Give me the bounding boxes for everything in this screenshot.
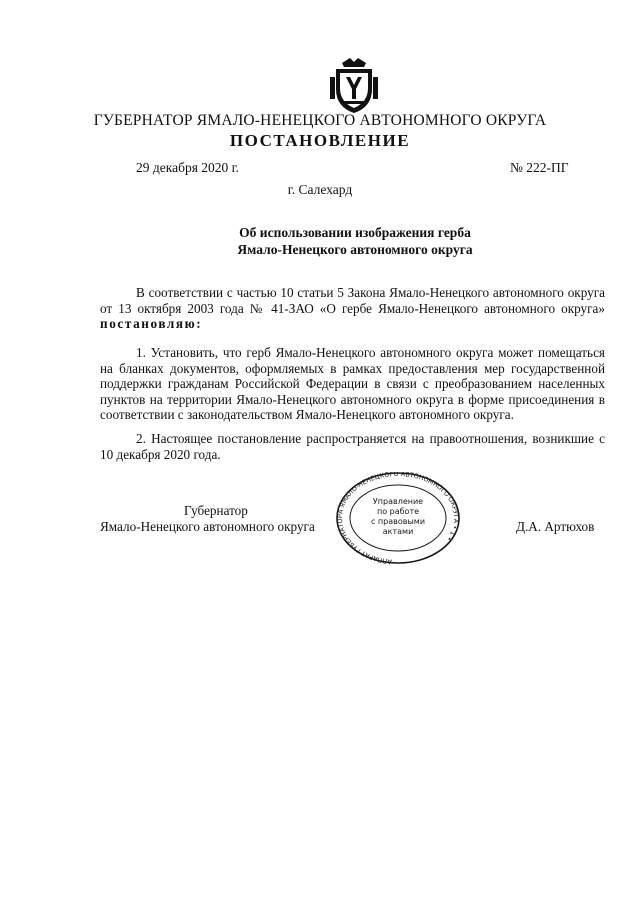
stamp-line-2: по работе [376,507,420,516]
preamble-text: В соответствии с частью 10 статьи 5 Закона Ямало-Ненецкого автономного округа от 13 октября 2003 года № 41-ЗАО «О гербе Ямало-Ненецкого автономного округа» [100,285,605,316]
signatory-title-line-1: Губернатор [184,503,248,518]
stamp-line-1: Управление [372,497,424,506]
subject-line-2: Ямало-Ненецкого автономного округа [237,242,473,257]
stamp-line-3: с правовыми [370,517,426,526]
signatory-name: Д.А. Артюхов [516,519,595,534]
document-number: № 222-ПГ [510,160,569,175]
signatory-title [100,503,350,535]
coat-of-arms-icon [330,55,378,115]
document-city: г. Салехард [287,182,353,197]
subject-line-1: Об использовании изображения герба [239,225,471,240]
item-1-paragraph: 1. Установить, что герб Ямало-Ненецкого автономного округа может помещаться на бланках документов, оформляемых в рамках предоставления мер государственной поддержки гражданам Российской Федерации в связи с преобразованием населенных пунктов на территории Ямало-Ненецкого автономного округа в форме присоединения в соответствии с законодательством Ямало-Ненецкого автономного округа. [100,345,605,423]
document-subject [120,224,590,258]
decree-word: постановляю: [100,316,203,332]
stamp-line-4: актами [382,527,414,536]
document-date: 29 декабря 2020 г. [136,160,240,175]
stamp-ring-text: АППАРАТ ГУБЕРНАТОРА ЯМАЛО-НЕНЕЦКОГО АВТОНОМНОГО ОКРУГА • 1 • [335,472,461,566]
authority-title: ГУБЕРНАТОР ЯМАЛО-НЕНЕЦКОГО АВТОНОМНОГО ОКРУГА [93,112,547,129]
item-2-paragraph: 2. Настоящее постановление распространяется на правоотношения, возникшие с 10 декабря 2020 года. [100,431,605,462]
preamble-paragraph [100,285,605,332]
official-stamp [335,472,461,568]
document-type: ПОСТАНОВЛЕНИЕ [229,131,411,150]
signatory-title-line-2: Ямало-Ненецкого автономного округа [100,519,315,534]
